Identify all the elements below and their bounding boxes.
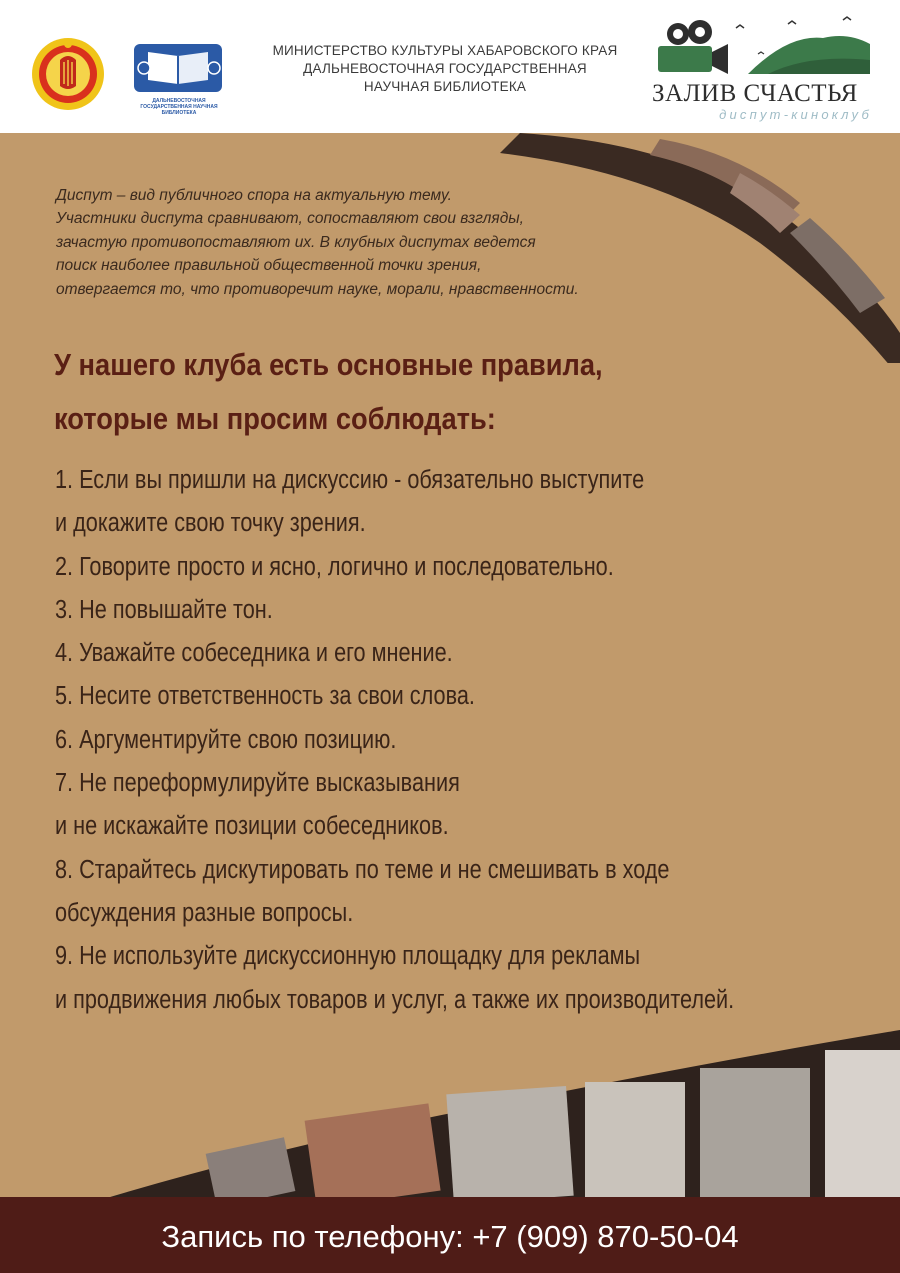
intro-line-1: Диспут – вид публичного спора на актуальную тему. [56, 187, 452, 204]
phone-signup-text: Запись по телефону: +7 (909) 870-50-04 [161, 1219, 739, 1254]
intro-text [56, 184, 756, 301]
intro-line-3: зачастую противопоставляют их. В клубных диспутах ведется [56, 233, 536, 251]
library-book-icon [126, 38, 232, 98]
library-logo-text: ДАЛЬНЕВОСТОЧНАЯ ГОСУДАРСТВЕННАЯ НАУЧНАЯ БИБЛИОТЕКА [140, 98, 218, 116]
rules-heading-line-1: У нашего клуба есть основные правила, [54, 347, 603, 382]
rule-line: и не искажайте позиции собеседников. [55, 812, 449, 841]
ministry-line-2: ДАЛЬНЕВОСТОЧНАЯ ГОСУДАРСТВЕННАЯ [303, 61, 587, 76]
intro-line-4: поиск наиболее правильной общественной точки зрения, [56, 257, 482, 275]
rule-line: 4. Уважайте собеседника и его мнение. [55, 639, 453, 668]
rule-line: обсуждения разные вопросы. [55, 898, 354, 927]
intro-line-2: Участники диспута сравнивают, сопоставляют свои взгляды, [56, 210, 524, 228]
rule-line: 9. Не используйте дискуссионную площадку для рекламы [55, 942, 641, 971]
ministry-line-3: НАУЧНАЯ БИБЛИОТЕКА [363, 79, 527, 94]
film-camera-landscape-icon [648, 14, 873, 80]
rule-line: 6. Аргументируйте свою позицию. [55, 725, 397, 754]
ministry-title [255, 42, 635, 96]
library-logo [126, 38, 232, 118]
ministry-line-1: МИНИСТЕРСТВО КУЛЬТУРЫ ХАБАРОВСКОГО КРАЯ [272, 43, 618, 58]
rule-line: 2. Говорите просто и ясно, логично и последовательно. [55, 552, 614, 581]
film-strip-bottom-decoration [100, 1020, 900, 1200]
rule-line: и продвижения любых товаров и услуг, а также их производителей. [55, 985, 735, 1014]
footer [0, 1197, 900, 1273]
rule-line: 5. Несите ответственность за свои слова. [55, 682, 475, 711]
club-subtitle: диспут-киноклуб [719, 107, 872, 122]
khabarovsk-culture-emblem-icon [30, 36, 106, 112]
rule-line: и докажите свою точку зрения. [55, 509, 366, 538]
header [0, 0, 900, 133]
club-name: ЗАЛИВ СЧАСТЬЯ [652, 80, 858, 107]
rules-heading-line-2: которые мы просим соблюдать: [54, 401, 496, 436]
rule-line: 1. Если вы пришли на дискуссию - обязательно выступите [55, 466, 645, 494]
rule-line: 8. Старайтесь дискутировать по теме и не смешивать в ходе [55, 855, 670, 884]
intro-line-5: отвергается то, что противоречит науке, морали, нравственности. [56, 280, 579, 298]
rules-list [55, 459, 769, 1022]
club-logo [648, 14, 873, 126]
rule-line: 3. Не повышайте тон. [55, 595, 273, 624]
rule-line: 7. Не переформулируйте высказывания [55, 769, 460, 798]
rules-heading [54, 338, 688, 446]
